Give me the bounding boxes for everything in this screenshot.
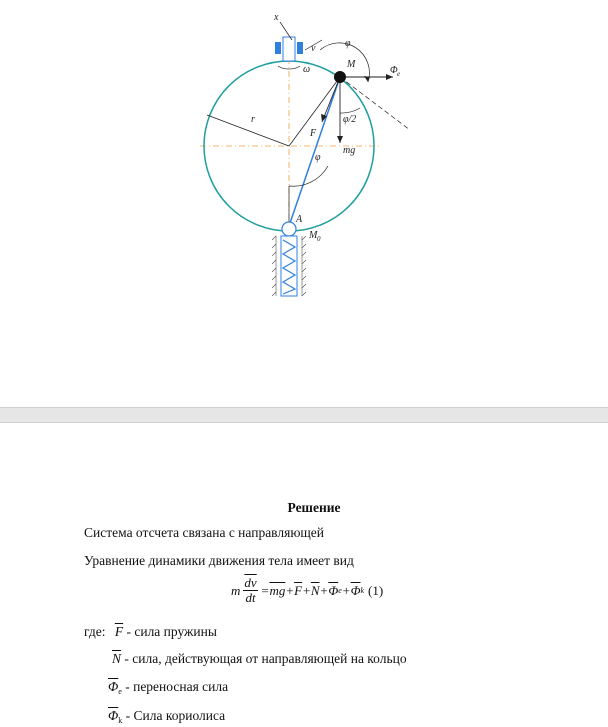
mg-arrowhead (337, 136, 343, 143)
label-x: x (274, 12, 279, 23)
label-phi-e-sub: e (397, 70, 401, 78)
solution-heading: Решение (287, 500, 341, 515)
formula-numerator: $\overline{dv}$ (244, 575, 257, 590)
where-label: где: (84, 624, 106, 639)
where-item-phi-e-symbol: $\overline{\Phi}$ (108, 679, 119, 694)
formula-denominator: dt (245, 590, 256, 605)
dynamics-formula (231, 576, 383, 605)
where-item-phi-k-sub: k (118, 716, 123, 725)
where-item-n-symbol: $\overline{N}$ (112, 651, 122, 666)
page-separator (0, 407, 608, 423)
label-phi-mid: φ (315, 152, 321, 163)
formula-plus-2: + (302, 582, 311, 598)
reference-frame-text: Система отсчета связана с направляющей (84, 525, 325, 540)
formula-phi-e: $\overline{\Phi}$ (328, 582, 339, 598)
where-line (84, 624, 217, 640)
formula-f: $\overline{F}$ (294, 582, 303, 598)
where-item-phi-e-text: - переносная сила (121, 679, 229, 694)
where-item-n-text: - сила, действующая от направляющей на кольцо (121, 651, 407, 666)
point-m (334, 71, 346, 83)
phi-arc-top-head (364, 76, 370, 82)
label-phi-top: φ (345, 38, 351, 49)
where-item-phi-e-sub: e (118, 687, 122, 696)
phi-half-arc (340, 108, 360, 113)
label-omega: ω (303, 64, 311, 75)
right-hatching (302, 236, 306, 296)
where-item-phi-e (108, 679, 228, 696)
formula-eq: = (260, 582, 270, 598)
where-item-phi-k (108, 708, 225, 725)
top-bearing-left-cap (275, 42, 281, 54)
label-mg: mg (343, 145, 356, 156)
formula-plus-1: + (285, 582, 295, 598)
formula-plus-4: + (341, 582, 351, 598)
formula-m: m (231, 582, 241, 598)
dynamics-equation-intro: Уравнение динамики движения тела имеет вид (84, 553, 354, 568)
radius-line (207, 115, 289, 146)
formula-phi-k: $\overline{\Phi}$ (350, 582, 361, 598)
label-r: r (251, 114, 255, 125)
label-v: v (311, 43, 316, 54)
where-item-phi-k-text: - Сила кориолиса (122, 708, 226, 723)
label-m0-sub: 0 (317, 235, 321, 243)
left-hatching (272, 236, 276, 296)
formula-sub-e: e (338, 586, 342, 595)
where-item-f-symbol: $\overline{F}$ (114, 624, 124, 639)
point-a (282, 222, 296, 236)
label-phi-half: φ/2 (343, 114, 357, 125)
label-a: A (296, 214, 303, 225)
label-m0: M (309, 230, 318, 241)
label-f: F (310, 128, 317, 139)
label-m: M (347, 59, 356, 70)
where-item-n (112, 651, 407, 667)
page-bottom (0, 423, 608, 727)
spring-housing (281, 236, 297, 296)
formula-fraction (243, 576, 257, 605)
formula-sub-k: k (360, 586, 365, 595)
top-bearing (283, 37, 295, 61)
top-bearing-right-cap (297, 42, 303, 54)
where-item-f-text: - сила пружины (123, 624, 217, 639)
formula-plus-3: + (319, 582, 329, 598)
formula-mg: $\overline{mg}$ (269, 582, 286, 598)
where-item-phi-k-symbol: $\overline{\Phi}$ (108, 708, 119, 723)
formula-number: (1) (368, 582, 384, 598)
label-phi-e: Φ (390, 65, 398, 76)
formula-n: $\overline{N}$ (310, 582, 320, 598)
